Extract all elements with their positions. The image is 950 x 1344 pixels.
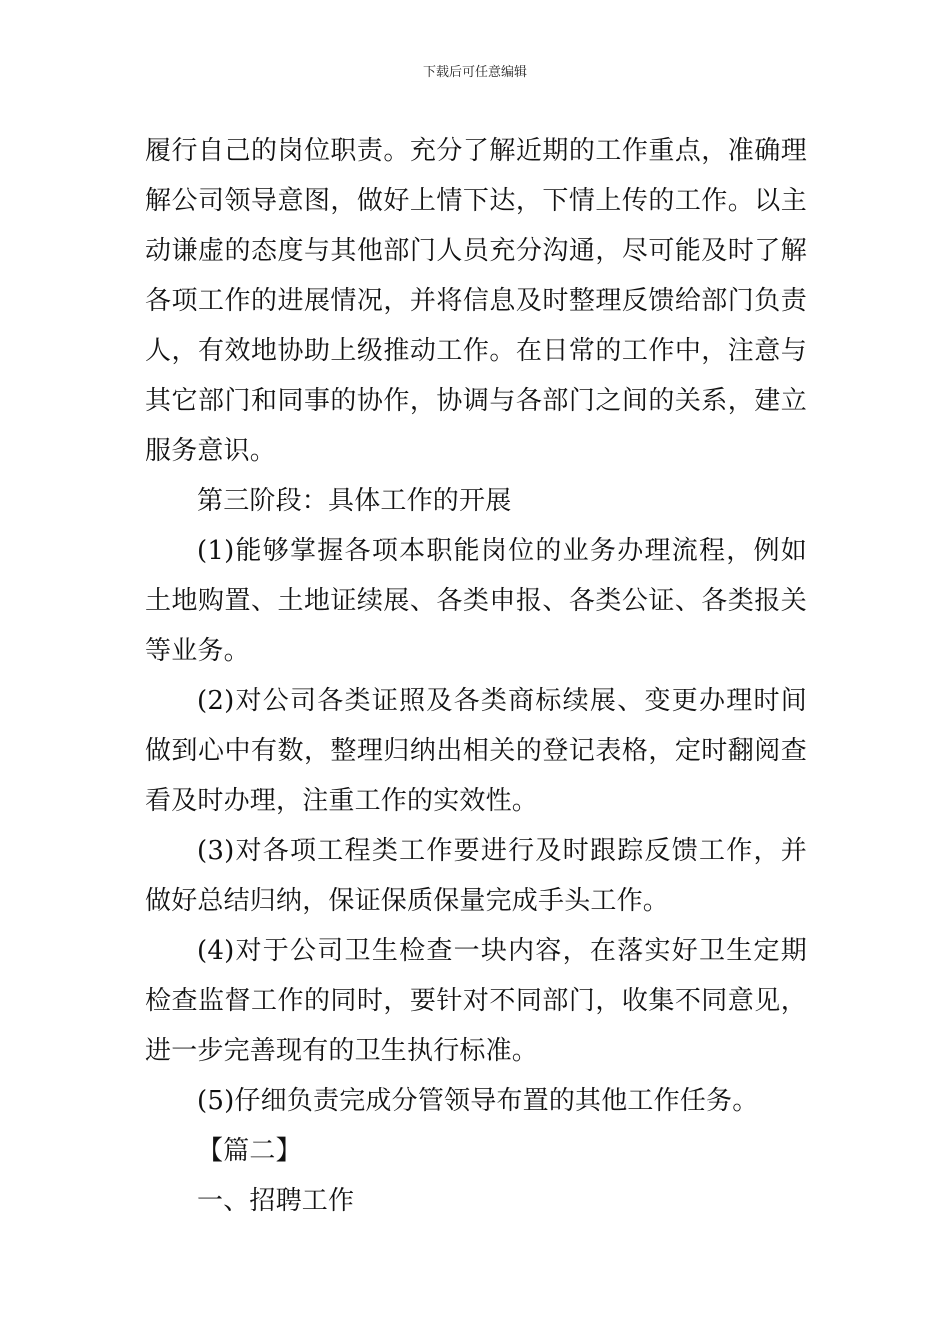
section-heading-recruitment: 一、招聘工作 bbox=[197, 1186, 355, 1216]
paragraph-continuation: 履行自己的岗位职责。充分了解近期的工作重点，准确理解公司领导意图，做好上情下达，下情上传的工作。以主动谦虚的态度与其他部门人员充分沟通，尽可能及时了解各项工作的进展情况，并将信息及时整理反馈给部门负责人，有效地协助上级推动工作。在日常的工作中，注意与其它部门和同事的协作，协调与各部门之间的关系，建立服务意识。 bbox=[145, 136, 807, 466]
list-item-3: (3)对各项工程类工作要进行及时跟踪反馈工作，并做好总结归纳，保证保质保量完成手头工作。 bbox=[145, 836, 807, 916]
list-item-5: (5)仔细负责完成分管领导布置的其他工作任务。 bbox=[197, 1086, 759, 1116]
list-item-1: (1)能够掌握各项本职能岗位的业务办理流程，例如土地购置、土地证续展、各类申报、各类公证、各类报关等业务。 bbox=[145, 536, 807, 666]
section-heading-part-two: 【篇二】 bbox=[197, 1136, 302, 1166]
list-item-4: (4)对于公司卫生检查一块内容，在落实好卫生定期检查监督工作的同时，要针对不同部门，收集不同意见，进一步完善现有的卫生执行标准。 bbox=[145, 936, 807, 1066]
page-header: 下载后可任意编辑 bbox=[422, 65, 527, 80]
list-item-2: (2)对公司各类证照及各类商标续展、变更办理时间做到心中有数，整理归纳出相关的登记表格，定时翻阅查看及时办理，注重工作的实效性。 bbox=[145, 686, 807, 816]
section-heading-stage-three: 第三阶段：具体工作的开展 bbox=[197, 486, 512, 516]
document-body bbox=[145, 126, 807, 1226]
